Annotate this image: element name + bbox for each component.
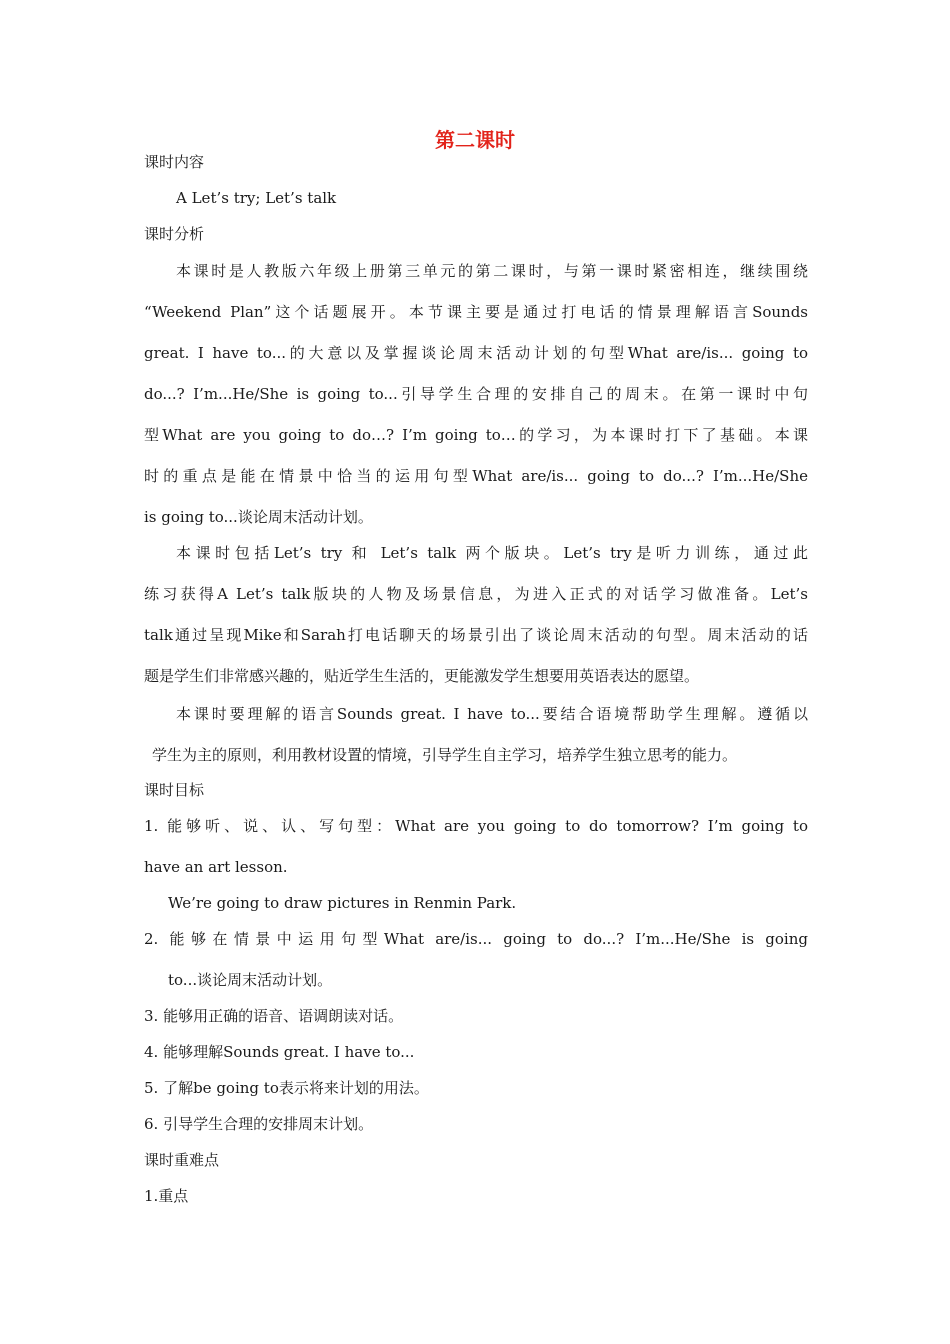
paragraph-line: 练习获得A Let’s talk版块的人物及场景信息，为进入正式的对话学习做准备。Let’s	[144, 585, 808, 603]
page-title: 第二课时	[435, 128, 515, 152]
paragraph-line: 学生为主的原则，利用教材设置的情境，引导学生自主学习，培养学生独立思考的能力。	[152, 746, 738, 764]
paragraph-line: 本课时是人教版六年级上册第三单元的第二课时，与第一课时紧密相连，继续围绕	[176, 262, 808, 280]
paragraph-line: 本课时要理解的语言Sounds great. I have to...要结合语境帮助学生理解。遵循以	[176, 705, 808, 723]
paragraph-line: “Weekend Plan”这个话题展开。本节课主要是通过打电话的情景理解语言Sounds	[144, 303, 808, 321]
goal-item-continued: have an art lesson.	[144, 858, 288, 876]
goal-item-continued: to...谈论周末活动计划。	[168, 971, 333, 989]
paragraph-line: 题是学生们非常感兴趣的，贴近学生生活的，更能激发学生想要用英语表达的愿望。	[144, 667, 700, 685]
goal-item: 5. 了解be going to表示将来计划的用法。	[144, 1079, 429, 1097]
key-point-item: 1.重点	[144, 1187, 189, 1205]
paragraph-line: 时的重点是能在情景中恰当的运用句型What are/is... going to do...? I’m...He/She	[144, 467, 808, 485]
goal-item: 2. 能够在情景中运用句型What are/is... going to do...? I’m...He/She is going	[144, 930, 808, 948]
section-heading-content: 课时内容	[144, 153, 205, 171]
section-heading-goals: 课时目标	[144, 781, 205, 799]
goal-item: 6. 引导学生合理的安排周末计划。	[144, 1115, 374, 1133]
goal-item: 3. 能够用正确的语音、语调朗读对话。	[144, 1007, 404, 1025]
paragraph-line: is going to...谈论周末活动计划。	[144, 508, 373, 526]
goal-item-continued: We’re going to draw pictures in Renmin Park.	[168, 894, 517, 912]
paragraph-line: 本课时包括Let’s try 和 Let’s talk 两个版块。Let’s try是听力训练，通过此	[176, 544, 808, 562]
goal-item: 4. 能够理解Sounds great. I have to...	[144, 1043, 415, 1061]
paragraph-line: 型What are you going to do…? I’m going to…的学习，为本课时打下了基础。本课	[144, 426, 808, 444]
paragraph-line: do...? I’m...He/She is going to...引导学生合理的安排自己的周末。在第一课时中句	[144, 385, 808, 403]
paragraph-line: talk通过呈现Mike和Sarah打电话聊天的场景引出了谈论周末活动的句型。周末活动的话	[144, 626, 808, 644]
content-line: A Let’s try; Let’s talk	[176, 189, 337, 207]
section-heading-key-points: 课时重难点	[144, 1151, 220, 1169]
section-heading-analysis: 课时分析	[144, 225, 205, 243]
paragraph-line: great. I have to...的大意以及掌握谈论周末活动计划的句型What are/is... going to	[144, 344, 808, 362]
goal-item: 1. 能够听、说、认、写句型：What are you going to do tomorrow? I’m going to	[144, 817, 808, 835]
